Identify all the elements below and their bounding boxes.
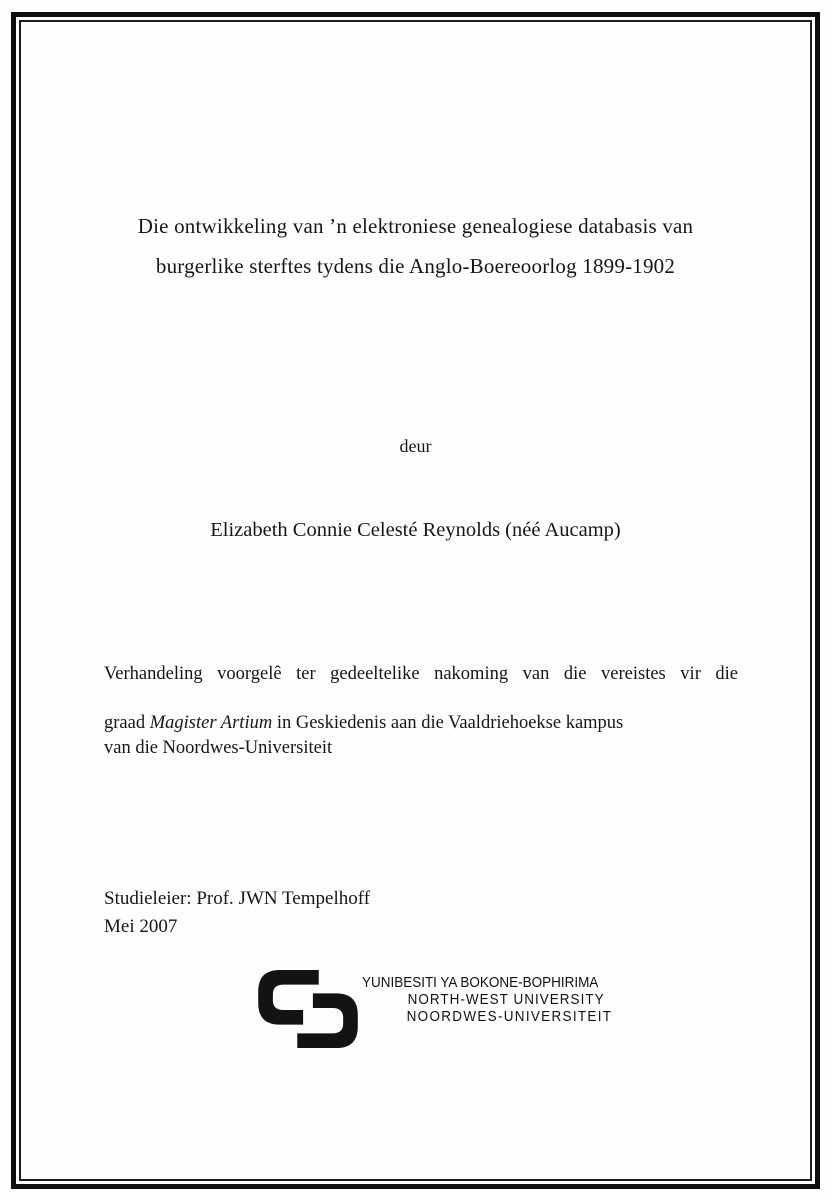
logo-text-setswana: YUNIBESITI YA BOKONE-BOPHIRIMA (362, 975, 599, 991)
date-line: Mei 2007 (104, 916, 178, 937)
byline-label: deur (399, 436, 432, 456)
submission-line2-pre: graad (104, 713, 150, 733)
submission-line2-post: in Geskiedenis aan die Vaaldriehoekse kampus (272, 713, 624, 733)
supervisor-line: Studieleier: Prof. JWN Tempelhoff (104, 888, 371, 909)
logo-text-english: NORTH-WEST UNIVERSITY (407, 992, 605, 1008)
thesis-title-line1: Die ontwikkeling van ’n elektroniese genealogiese databasis van (137, 214, 694, 238)
university-logo (256, 968, 631, 1050)
thesis-title (60, 206, 771, 286)
supervisor-block (104, 885, 370, 941)
submission-line2 (104, 711, 738, 736)
author-name: Elizabeth Connie Celesté Reynolds (néé Aucamp) (210, 519, 621, 541)
degree-name-italic: Magister Artium (149, 713, 273, 733)
logo-text-afrikaans: NOORDWES-UNIVERSITEIT (406, 1009, 613, 1025)
submission-line3: van die Noordwes-Universiteit (104, 737, 333, 758)
thesis-title-line2: burgerlike sterftes tydens die Anglo-Boereoorlog 1899-1902 (155, 254, 676, 278)
submission-statement (104, 662, 738, 760)
submission-line1: Verhandeling voorgelê ter gedeeltelike nakoming van die vereistes vir die (104, 664, 738, 684)
university-logo-text (362, 975, 612, 1026)
nwu-logo-icon (256, 968, 360, 1050)
